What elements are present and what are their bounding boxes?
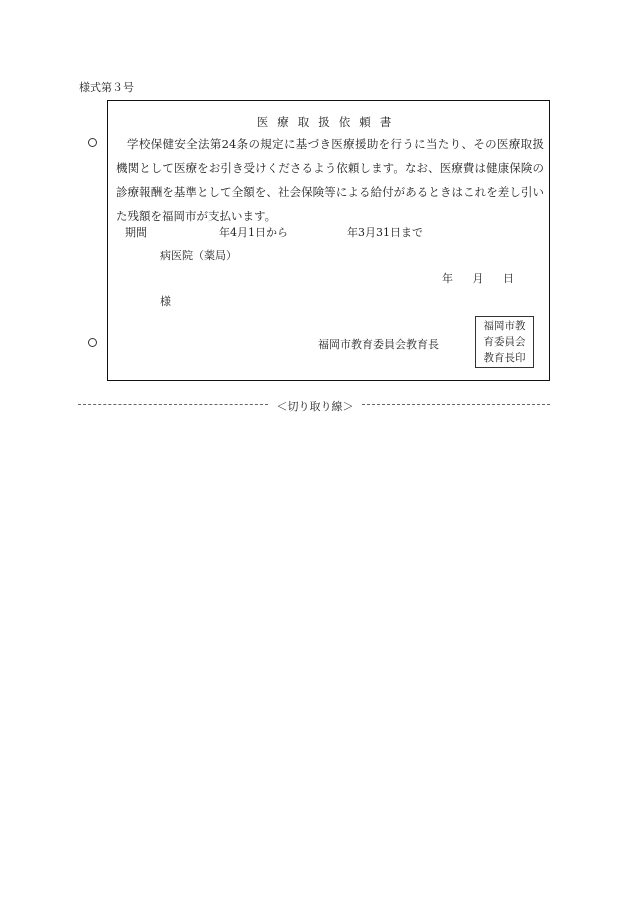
period-to: 年3月31日まで xyxy=(347,226,423,239)
period-from: 年4月1日から xyxy=(219,226,288,239)
date-line: 年 月 日 xyxy=(442,272,514,285)
punch-hole-bottom-icon xyxy=(88,338,97,347)
seal-line-1: 福岡市教 xyxy=(483,320,526,332)
cut-line-dash-right xyxy=(362,404,550,405)
form-body-text: 学校保健安全法第24条の規定に基づき医療援助を行うに当たり、その医療取扱機関として医療をお引き受けくださるよう依頼します。なお、医療費は健康保険の診療報酬を基準として全額を、社会保険等による給付があるときはこれを差し引いた残額を福岡市が支払います。 xyxy=(116,137,544,223)
official-seal-box xyxy=(475,316,534,368)
hospital-label: 病医院（薬局） xyxy=(160,249,237,262)
period-label: 期間 xyxy=(125,226,147,239)
form-title: 医療取扱依頼書 xyxy=(256,115,401,129)
seal-line-3: 教育長印 xyxy=(483,352,526,364)
seal-line-2: 育委員会 xyxy=(483,336,526,348)
cut-line-label: ＜切り取り線＞ xyxy=(276,400,354,413)
form-number: 様式第３号 xyxy=(79,81,134,94)
cut-line-dash-left xyxy=(78,404,268,405)
addressee-suffix: 様 xyxy=(160,295,171,308)
cut-line xyxy=(78,398,550,412)
issuer-name: 福岡市教育委員会教育長 xyxy=(318,338,439,351)
request-form-frame xyxy=(107,100,550,381)
punch-hole-top-icon xyxy=(88,138,97,147)
